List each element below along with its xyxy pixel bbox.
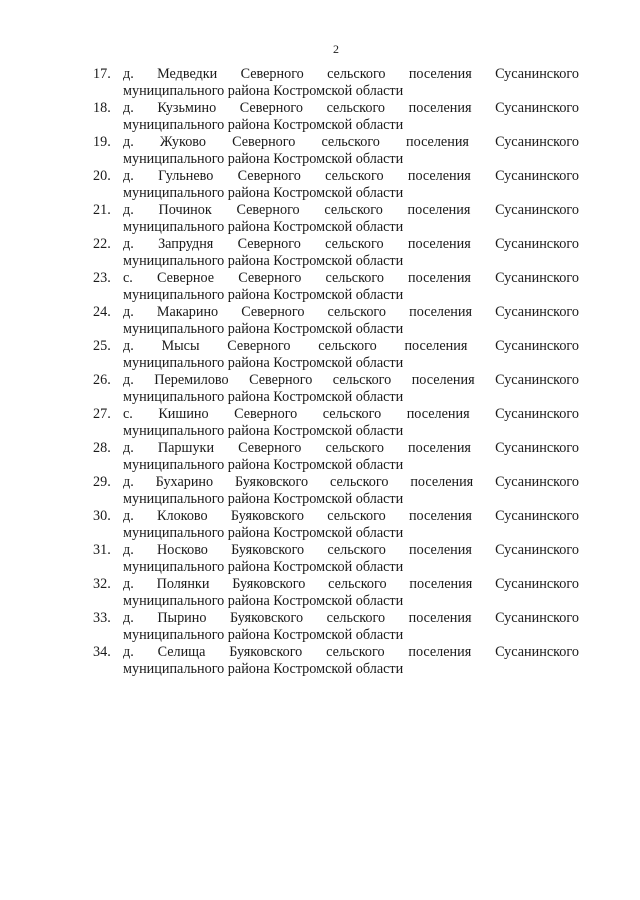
district-name: Сусанинского <box>495 542 579 558</box>
settlement-type: д. <box>123 610 134 626</box>
word-settlement: поселения <box>406 406 470 422</box>
settlement-name: Кишино <box>158 406 209 422</box>
settlement-type: д. <box>123 134 134 150</box>
word-settlement: поселения <box>407 202 471 218</box>
rural-settlement-name: Северного <box>227 338 291 354</box>
word-settlement: поселения <box>407 168 471 184</box>
word-settlement: поселения <box>407 236 471 252</box>
list-item-second-line: муниципального района Костромской области <box>123 389 404 405</box>
list-item <box>0 610 640 644</box>
word-settlement: поселения <box>410 474 474 490</box>
item-number: 24. <box>93 304 111 320</box>
settlement-type: д. <box>123 372 134 388</box>
list-item <box>0 134 640 168</box>
rural-settlement-name: Северного <box>239 100 303 116</box>
word-rural: сельского <box>321 134 380 150</box>
list-item-second-line: муниципального района Костромской области <box>123 151 404 167</box>
rural-settlement-name: Буяковского <box>229 644 303 660</box>
settlement-type: д. <box>123 168 134 184</box>
word-rural: сельского <box>326 644 385 660</box>
list-item-first-line <box>93 134 579 151</box>
item-number-and-type <box>93 134 134 151</box>
settlement-name: Починок <box>158 202 212 218</box>
list-item-first-line <box>93 474 579 491</box>
word-rural: сельского <box>327 66 386 82</box>
list-item <box>0 644 640 678</box>
item-number: 21. <box>93 202 111 218</box>
list-item-first-line <box>93 576 579 593</box>
settlement-type: д. <box>123 644 134 660</box>
list-item-second-line: муниципального района Костромской области <box>123 457 404 473</box>
item-number: 23. <box>93 270 111 286</box>
list-item-second-line: муниципального района Костромской области <box>123 627 404 643</box>
item-number: 31. <box>93 542 111 558</box>
rural-settlement-name: Северного <box>237 168 301 184</box>
list-item-first-line <box>93 270 579 287</box>
word-settlement: поселения <box>409 576 473 592</box>
word-rural: сельского <box>327 508 386 524</box>
list-item-first-line <box>93 542 579 559</box>
list-item-second-line: муниципального района Костромской области <box>123 253 404 269</box>
page-number: 2 <box>333 42 339 56</box>
word-rural: сельского <box>326 610 386 626</box>
settlement-type: с. <box>123 406 133 422</box>
list-item-second-line: муниципального района Костромской области <box>123 355 404 371</box>
rural-settlement-name: Буяковского <box>231 542 305 558</box>
settlement-name: Полянки <box>156 576 210 592</box>
list-item-second-line: муниципального района Костромской области <box>123 321 404 337</box>
item-number: 26. <box>93 372 111 388</box>
item-number-and-type <box>93 440 134 457</box>
list-item-first-line <box>93 66 579 83</box>
word-settlement: поселения <box>411 372 475 388</box>
rural-settlement-name: Буяковского <box>230 610 304 626</box>
settlement-type: д. <box>123 338 134 354</box>
settlement-name: Гульнево <box>158 168 214 184</box>
list-item-first-line <box>93 440 579 457</box>
rural-settlement-name: Северного <box>234 406 298 422</box>
rural-settlement-name: Северного <box>232 134 296 150</box>
district-name: Сусанинского <box>495 66 579 82</box>
settlement-type: д. <box>123 100 134 116</box>
word-rural: сельского <box>318 338 377 354</box>
list-item-first-line <box>93 508 579 525</box>
item-number-and-type <box>93 168 134 185</box>
settlement-name: Пырино <box>157 610 207 626</box>
district-name: Сусанинского <box>495 338 579 354</box>
word-rural: сельского <box>322 406 382 422</box>
district-name: Сусанинского <box>495 610 579 626</box>
rural-settlement-name: Северного <box>241 304 305 320</box>
item-number: 27. <box>93 406 111 422</box>
settlement-name: Мысы <box>161 338 200 354</box>
list-item <box>0 338 640 372</box>
item-number: 29. <box>93 474 111 490</box>
settlement-list <box>0 66 640 678</box>
list-item-second-line: муниципального района Костромской области <box>123 287 404 303</box>
word-settlement: поселения <box>408 508 472 524</box>
list-item <box>0 304 640 338</box>
list-item-first-line <box>93 100 579 117</box>
item-number-and-type <box>93 406 133 423</box>
settlement-name: Жуково <box>159 134 206 150</box>
item-number-and-type <box>93 338 134 355</box>
item-number-and-type <box>93 542 134 559</box>
item-number: 19. <box>93 134 111 150</box>
list-item-first-line <box>93 168 579 185</box>
settlement-name: Перемилово <box>154 372 229 388</box>
settlement-type: д. <box>123 440 134 456</box>
item-number: 34. <box>93 644 111 660</box>
word-settlement: поселения <box>406 134 469 150</box>
list-item <box>0 474 640 508</box>
item-number-and-type <box>93 202 134 219</box>
word-rural: сельского <box>325 270 384 286</box>
list-item-second-line: муниципального района Костромской области <box>123 525 404 541</box>
district-name: Сусанинского <box>495 236 579 252</box>
settlement-name: Паршуки <box>157 440 215 456</box>
settlement-type: д. <box>123 66 134 82</box>
settlement-name: Носково <box>156 542 208 558</box>
word-settlement: поселения <box>409 304 473 320</box>
settlement-name: Медведки <box>157 66 218 82</box>
word-settlement: поселения <box>408 66 472 82</box>
district-name: Сусанинского <box>495 440 579 456</box>
rural-settlement-name: Буяковского <box>235 474 309 490</box>
settlement-type: д. <box>123 304 134 320</box>
settlement-type: д. <box>123 576 134 592</box>
list-item <box>0 372 640 406</box>
word-rural: сельского <box>328 576 387 592</box>
list-item-second-line: муниципального района Костромской области <box>123 117 404 133</box>
district-name: Сусанинского <box>495 406 579 422</box>
list-item <box>0 236 640 270</box>
list-item-second-line: муниципального района Костромской области <box>123 491 404 507</box>
settlement-type: д. <box>123 542 134 558</box>
list-item-first-line <box>93 236 579 253</box>
list-item-second-line: муниципального района Костромской области <box>123 185 404 201</box>
district-name: Сусанинского <box>495 134 579 150</box>
item-number-and-type <box>93 508 134 525</box>
word-settlement: поселения <box>408 440 471 456</box>
rural-settlement-name: Буяковского <box>232 576 306 592</box>
item-number-and-type <box>93 236 134 253</box>
word-rural: сельского <box>329 474 389 490</box>
item-number: 30. <box>93 508 111 524</box>
item-number: 28. <box>93 440 111 456</box>
item-number-and-type <box>93 474 134 491</box>
list-item <box>0 202 640 236</box>
list-item-second-line: муниципального района Костромской области <box>123 83 404 99</box>
word-rural: сельского <box>325 168 384 184</box>
item-number-and-type <box>93 304 134 321</box>
settlement-type: с. <box>123 270 133 286</box>
settlement-name: Кузьмино <box>157 100 217 116</box>
district-name: Сусанинского <box>495 202 579 218</box>
list-item <box>0 440 640 474</box>
item-number: 22. <box>93 236 111 252</box>
item-number-and-type <box>93 610 134 627</box>
word-rural: сельского <box>327 542 386 558</box>
item-number: 33. <box>93 610 111 626</box>
list-item <box>0 406 640 440</box>
list-item-second-line: муниципального района Костромской области <box>123 219 404 235</box>
settlement-type: д. <box>123 236 134 252</box>
word-settlement: поселения <box>408 542 472 558</box>
list-item-first-line <box>93 338 579 355</box>
list-item-first-line <box>93 610 579 627</box>
settlement-name: Запрудня <box>158 236 214 252</box>
list-item-second-line: муниципального района Костромской области <box>123 423 404 439</box>
item-number: 20. <box>93 168 111 184</box>
settlement-name: Северное <box>156 270 215 286</box>
district-name: Сусанинского <box>495 576 579 592</box>
district-name: Сусанинского <box>495 100 579 116</box>
item-number-and-type <box>93 66 134 83</box>
word-settlement: поселения <box>408 610 472 626</box>
settlement-type: д. <box>123 474 134 490</box>
word-rural: сельского <box>327 304 386 320</box>
list-item <box>0 508 640 542</box>
list-item <box>0 576 640 610</box>
district-name: Сусанинского <box>495 372 579 388</box>
item-number: 25. <box>93 338 111 354</box>
district-name: Сусанинского <box>495 270 579 286</box>
list-item <box>0 100 640 134</box>
word-rural: сельского <box>324 202 383 218</box>
word-rural: сельского <box>332 372 392 388</box>
rural-settlement-name: Северного <box>238 270 302 286</box>
item-number: 17. <box>93 66 111 82</box>
rural-settlement-name: Буяковского <box>230 508 304 524</box>
list-item-first-line <box>93 406 579 423</box>
list-item <box>0 66 640 100</box>
list-item-first-line <box>93 202 579 219</box>
district-name: Сусанинского <box>495 508 579 524</box>
list-item-second-line: муниципального района Костромской области <box>123 661 404 677</box>
list-item-first-line <box>93 372 579 389</box>
settlement-name: Клоково <box>157 508 208 524</box>
list-item-second-line: муниципального района Костромской области <box>123 593 404 609</box>
item-number-and-type <box>93 576 134 593</box>
item-number: 18. <box>93 100 111 116</box>
word-settlement: поселения <box>404 338 468 354</box>
district-name: Сусанинского <box>495 304 579 320</box>
item-number: 32. <box>93 576 111 592</box>
list-item <box>0 270 640 304</box>
word-rural: сельского <box>326 100 386 116</box>
settlement-name: Бухарино <box>155 474 214 490</box>
settlement-type: д. <box>123 202 134 218</box>
settlement-type: д. <box>123 508 134 524</box>
rural-settlement-name: Северного <box>240 66 304 82</box>
settlement-name: Селища <box>157 644 206 660</box>
word-settlement: поселения <box>408 100 472 116</box>
list-item-first-line <box>93 644 579 661</box>
list-item-first-line <box>93 304 579 321</box>
item-number-and-type <box>93 644 134 661</box>
item-number-and-type <box>93 372 134 389</box>
word-rural: сельского <box>325 236 384 252</box>
district-name: Сусанинского <box>495 644 579 660</box>
list-item-second-line: муниципального района Костромской области <box>123 559 404 575</box>
word-rural: сельского <box>325 440 384 456</box>
rural-settlement-name: Северного <box>249 372 313 388</box>
item-number-and-type <box>93 100 134 117</box>
list-item <box>0 168 640 202</box>
item-number-and-type <box>93 270 133 287</box>
district-name: Сусанинского <box>495 168 579 184</box>
settlement-name: Макарино <box>156 304 219 320</box>
word-settlement: поселения <box>408 270 471 286</box>
district-name: Сусанинского <box>495 474 579 490</box>
word-settlement: поселения <box>408 644 472 660</box>
rural-settlement-name: Северного <box>237 236 301 252</box>
list-item <box>0 542 640 576</box>
rural-settlement-name: Северного <box>238 440 302 456</box>
rural-settlement-name: Северного <box>236 202 300 218</box>
